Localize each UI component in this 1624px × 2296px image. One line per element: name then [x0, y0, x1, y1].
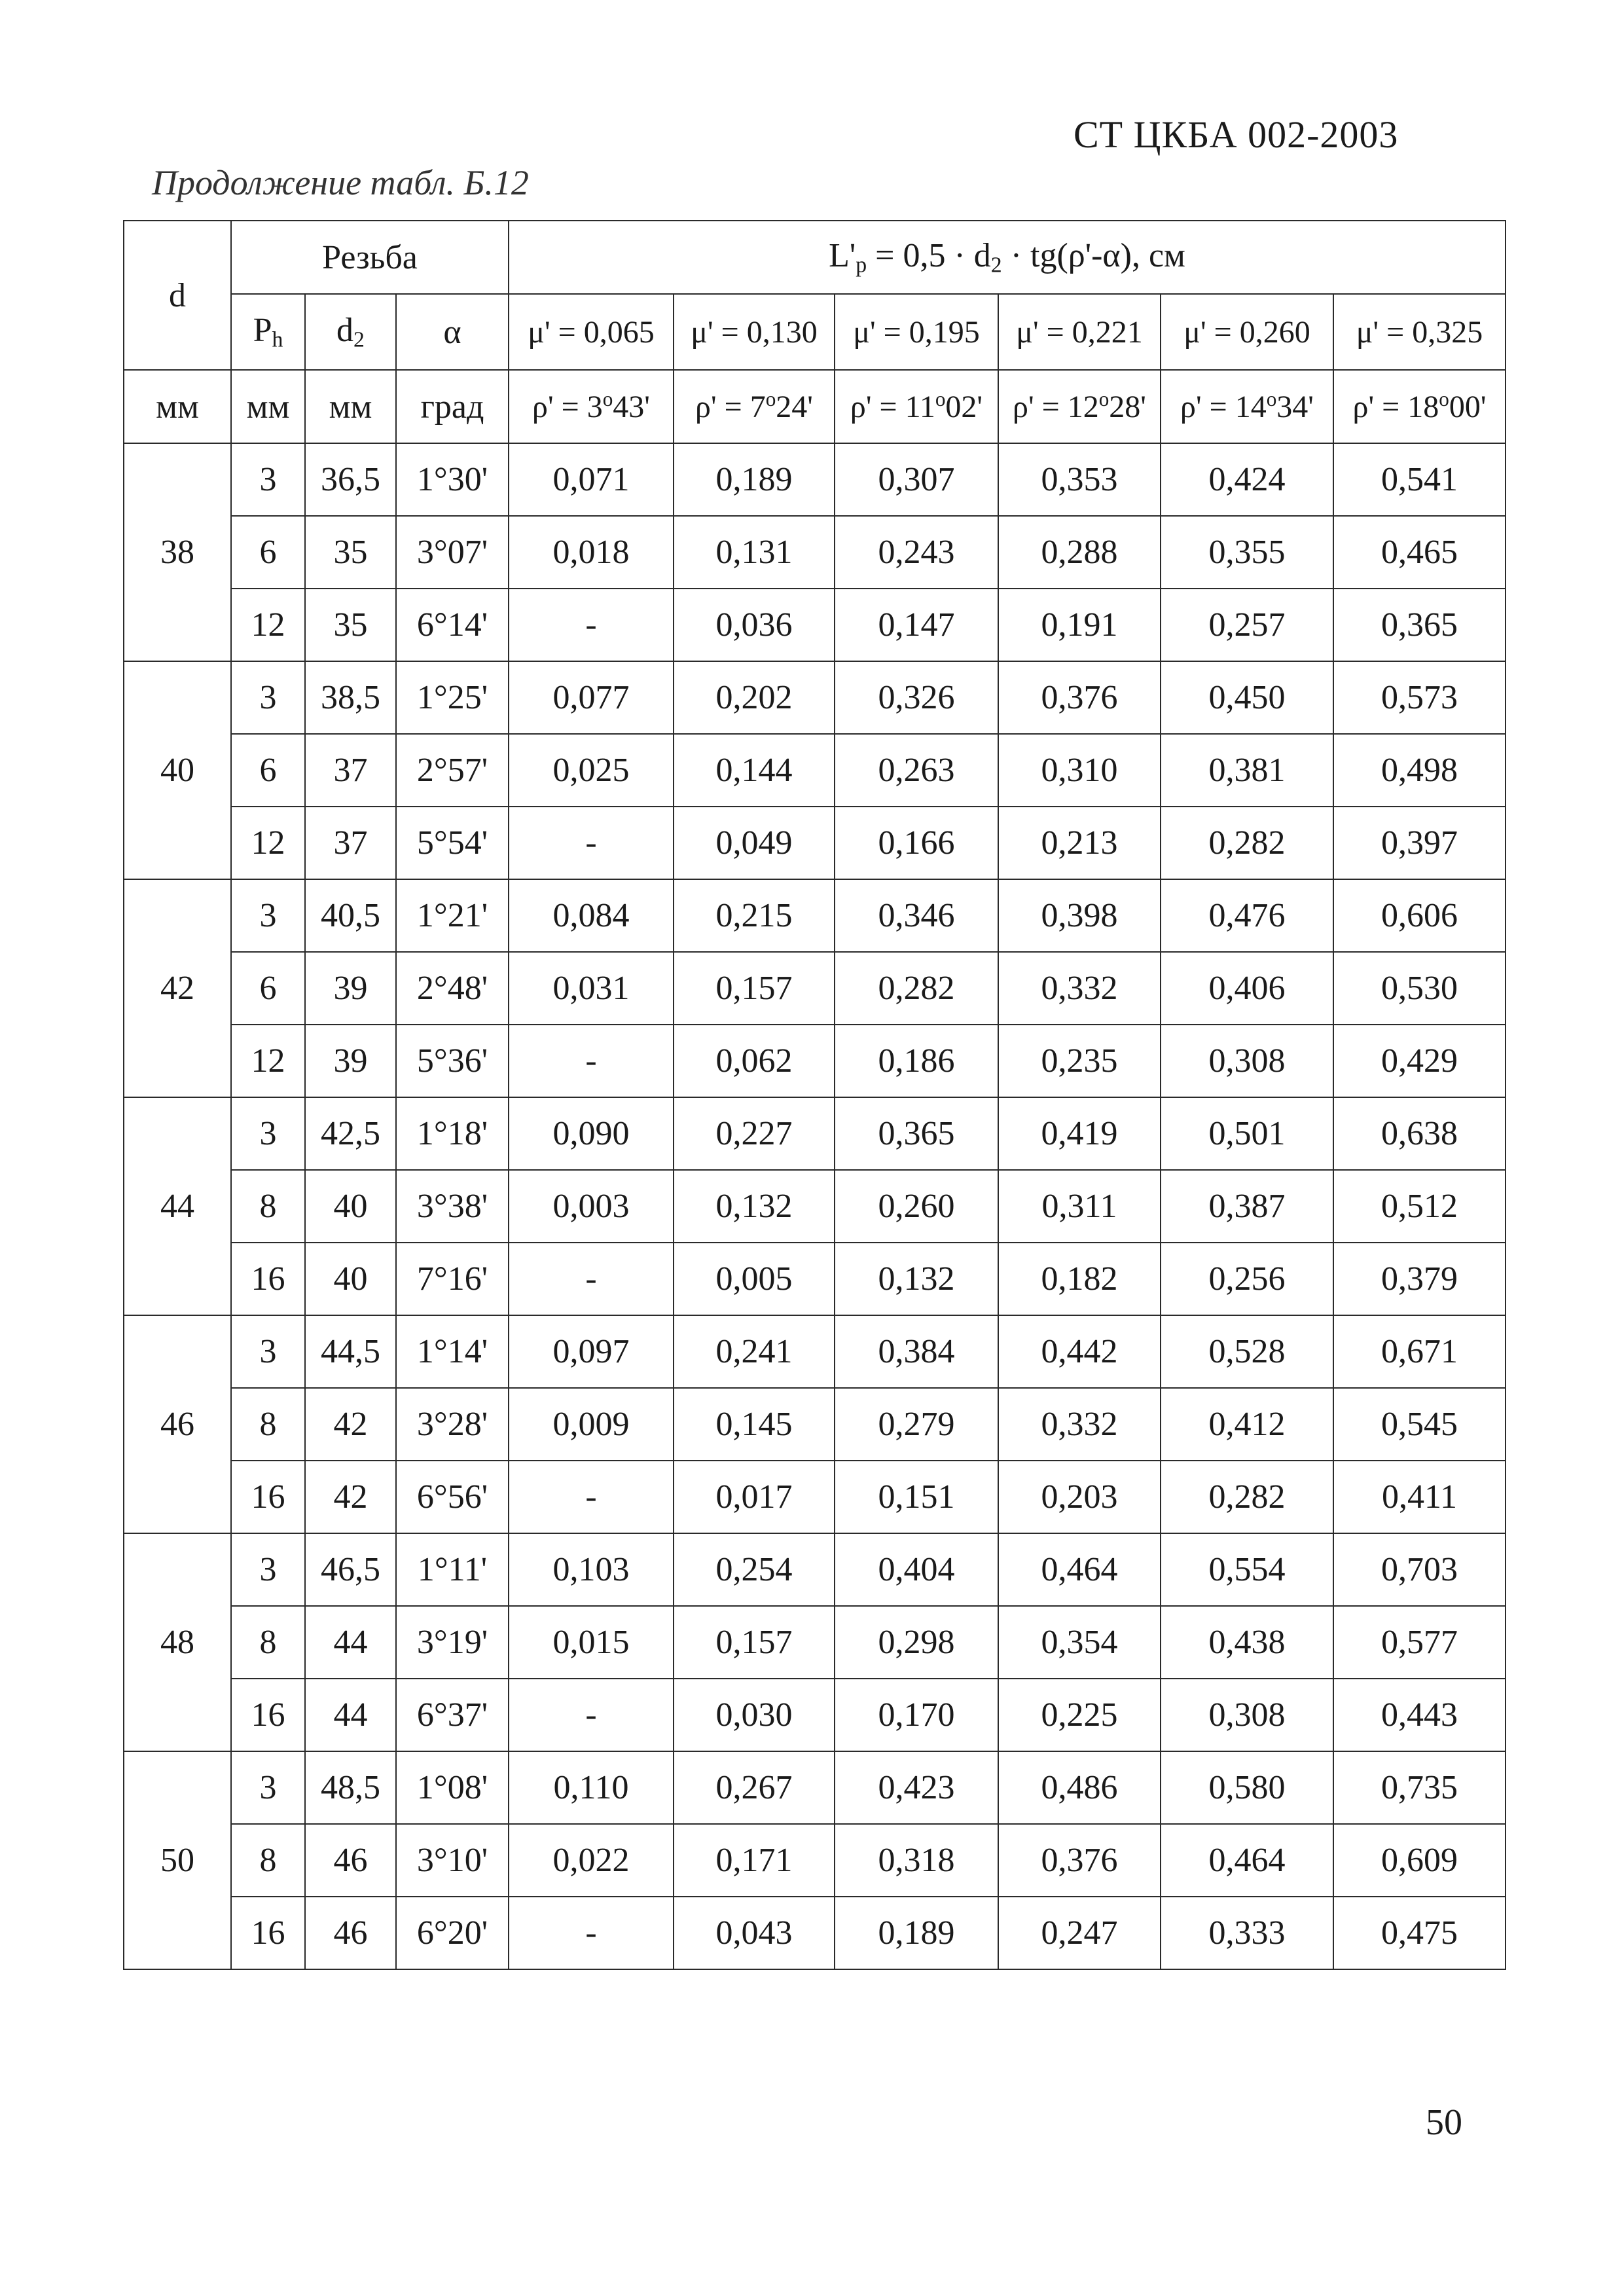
cell-d2: 37	[305, 807, 396, 879]
cell-value: 0,132	[674, 1170, 835, 1243]
cell-alpha: 2°57'	[396, 734, 509, 807]
cell-value: 0,009	[509, 1388, 674, 1461]
column-header-d: d	[124, 221, 231, 370]
cell-alpha: 6°20'	[396, 1897, 509, 1969]
cell-alpha: 1°21'	[396, 879, 509, 952]
cell-value: 0,528	[1161, 1315, 1333, 1388]
table-row	[124, 1461, 1506, 1533]
cell-value: 0,376	[998, 1824, 1161, 1897]
column-header-mu: μ' = 0,325	[1333, 294, 1506, 370]
unit-cell: град	[396, 370, 509, 443]
cell-ph: 3	[231, 443, 305, 516]
cell-alpha: 1°14'	[396, 1315, 509, 1388]
cell-d: 44	[124, 1097, 231, 1315]
cell-value: 0,256	[1161, 1243, 1333, 1315]
cell-alpha: 1°08'	[396, 1751, 509, 1824]
cell-ph: 3	[231, 661, 305, 734]
cell-value: 0,475	[1333, 1897, 1506, 1969]
cell-ph: 16	[231, 1461, 305, 1533]
cell-value: 0,353	[998, 443, 1161, 516]
cell-value: 0,406	[1161, 952, 1333, 1025]
cell-ph: 6	[231, 952, 305, 1025]
cell-value: 0,735	[1333, 1751, 1506, 1824]
cell-value: 0,545	[1333, 1388, 1506, 1461]
cell-value: 0,025	[509, 734, 674, 807]
cell-alpha: 3°07'	[396, 516, 509, 589]
cell-value: 0,423	[835, 1751, 998, 1824]
cell-value: 0,132	[835, 1243, 998, 1315]
cell-d2: 35	[305, 589, 396, 661]
cell-value: 0,131	[674, 516, 835, 589]
cell-value: 0,003	[509, 1170, 674, 1243]
cell-value: 0,512	[1333, 1170, 1506, 1243]
cell-ph: 16	[231, 1897, 305, 1969]
column-group-thread: Резьба	[231, 221, 509, 294]
cell-value: 0,355	[1161, 516, 1333, 589]
cell-value: 0,346	[835, 879, 998, 952]
cell-d: 40	[124, 661, 231, 879]
cell-value: 0,609	[1333, 1824, 1506, 1897]
cell-d2: 37	[305, 734, 396, 807]
cell-alpha: 1°18'	[396, 1097, 509, 1170]
cell-value: 0,443	[1333, 1679, 1506, 1751]
column-header-alpha: α	[396, 294, 509, 370]
cell-value: 0,638	[1333, 1097, 1506, 1170]
cell-value: 0,442	[998, 1315, 1161, 1388]
cell-d2: 42	[305, 1461, 396, 1533]
cell-value: 0,071	[509, 443, 674, 516]
cell-ph: 3	[231, 1097, 305, 1170]
cell-d2: 46	[305, 1897, 396, 1969]
cell-value: 0,263	[835, 734, 998, 807]
table-row	[124, 952, 1506, 1025]
cell-d: 42	[124, 879, 231, 1097]
cell-d2: 42	[305, 1388, 396, 1461]
cell-alpha: 5°54'	[396, 807, 509, 879]
cell-ph: 6	[231, 734, 305, 807]
table-row	[124, 1170, 1506, 1243]
cell-value: 0,671	[1333, 1315, 1506, 1388]
cell-value: 0,554	[1161, 1533, 1333, 1606]
cell-ph: 6	[231, 516, 305, 589]
cell-d2: 44	[305, 1606, 396, 1679]
cell-value: 0,333	[1161, 1897, 1333, 1969]
cell-value: -	[509, 1461, 674, 1533]
cell-alpha: 6°37'	[396, 1679, 509, 1751]
cell-value: 0,398	[998, 879, 1161, 952]
cell-value: 0,308	[1161, 1025, 1333, 1097]
cell-ph: 8	[231, 1606, 305, 1679]
cell-alpha: 1°25'	[396, 661, 509, 734]
column-header-mu: μ' = 0,195	[835, 294, 998, 370]
cell-value: 0,288	[998, 516, 1161, 589]
cell-alpha: 6°14'	[396, 589, 509, 661]
cell-alpha: 3°19'	[396, 1606, 509, 1679]
cell-value: 0,213	[998, 807, 1161, 879]
thread-data-table	[123, 220, 1506, 1970]
table-row	[124, 879, 1506, 952]
cell-value: 0,243	[835, 516, 998, 589]
cell-value: 0,279	[835, 1388, 998, 1461]
column-header-rho: $\rho' = 18^o00'$	[1333, 370, 1506, 443]
column-header-mu: μ' = 0,130	[674, 294, 835, 370]
cell-value: 0,203	[998, 1461, 1161, 1533]
cell-d: 46	[124, 1315, 231, 1533]
cell-value: 0,298	[835, 1606, 998, 1679]
cell-value: 0,379	[1333, 1243, 1506, 1315]
cell-value: 0,017	[674, 1461, 835, 1533]
cell-value: 0,235	[998, 1025, 1161, 1097]
table-row	[124, 1897, 1506, 1969]
cell-value: 0,186	[835, 1025, 998, 1097]
cell-ph: 12	[231, 589, 305, 661]
cell-value: -	[509, 1897, 674, 1969]
cell-d2: 48,5	[305, 1751, 396, 1824]
cell-value: 0,157	[674, 952, 835, 1025]
cell-d2: 38,5	[305, 661, 396, 734]
cell-value: 0,202	[674, 661, 835, 734]
column-group-formula: $L'_p = 0,5 \cdot d_2 \cdot tg(\rho'-\alpha)$, см	[509, 221, 1506, 294]
cell-alpha: 3°10'	[396, 1824, 509, 1897]
column-header-rho: $\rho' = 12^o28'$	[998, 370, 1161, 443]
table-row	[124, 1533, 1506, 1606]
unit-cell: мм	[231, 370, 305, 443]
cell-value: 0,166	[835, 807, 998, 879]
cell-value: 0,376	[998, 661, 1161, 734]
cell-ph: 12	[231, 807, 305, 879]
cell-value: 0,036	[674, 589, 835, 661]
cell-value: 0,005	[674, 1243, 835, 1315]
cell-d2: 39	[305, 1025, 396, 1097]
cell-d2: 40,5	[305, 879, 396, 952]
cell-value: 0,397	[1333, 807, 1506, 879]
cell-ph: 3	[231, 1315, 305, 1388]
table-row	[124, 661, 1506, 734]
cell-value: 0,404	[835, 1533, 998, 1606]
cell-value: 0,145	[674, 1388, 835, 1461]
cell-ph: 8	[231, 1388, 305, 1461]
cell-value: 0,077	[509, 661, 674, 734]
column-header-rho: $\rho' = 11^o02'$	[835, 370, 998, 443]
cell-value: 0,030	[674, 1679, 835, 1751]
cell-value: 0,498	[1333, 734, 1506, 807]
table-row	[124, 1315, 1506, 1388]
cell-value: 0,365	[1333, 589, 1506, 661]
column-header-mu: μ' = 0,221	[998, 294, 1161, 370]
cell-value: 0,384	[835, 1315, 998, 1388]
cell-alpha: 3°28'	[396, 1388, 509, 1461]
column-header-mu: μ' = 0,065	[509, 294, 674, 370]
table-row	[124, 589, 1506, 661]
cell-d: 50	[124, 1751, 231, 1969]
cell-value: 0,606	[1333, 879, 1506, 952]
cell-value: 0,084	[509, 879, 674, 952]
cell-value: 0,015	[509, 1606, 674, 1679]
cell-value: 0,541	[1333, 443, 1506, 516]
cell-value: 0,311	[998, 1170, 1161, 1243]
cell-value: 0,282	[1161, 807, 1333, 879]
cell-alpha: 2°48'	[396, 952, 509, 1025]
cell-value: -	[509, 1243, 674, 1315]
cell-d: 38	[124, 443, 231, 661]
cell-value: 0,354	[998, 1606, 1161, 1679]
unit-cell: мм	[305, 370, 396, 443]
cell-value: 0,573	[1333, 661, 1506, 734]
cell-value: 0,144	[674, 734, 835, 807]
cell-value: 0,090	[509, 1097, 674, 1170]
cell-value: 0,424	[1161, 443, 1333, 516]
table-row	[124, 734, 1506, 807]
table-row	[124, 807, 1506, 879]
cell-value: 0,225	[998, 1679, 1161, 1751]
table-row	[124, 443, 1506, 516]
cell-value: 0,381	[1161, 734, 1333, 807]
cell-value: 0,097	[509, 1315, 674, 1388]
cell-value: 0,267	[674, 1751, 835, 1824]
cell-value: 0,412	[1161, 1388, 1333, 1461]
cell-ph: 12	[231, 1025, 305, 1097]
cell-value: 0,182	[998, 1243, 1161, 1315]
cell-value: 0,464	[1161, 1824, 1333, 1897]
cell-value: 0,049	[674, 807, 835, 879]
cell-value: 0,577	[1333, 1606, 1506, 1679]
cell-value: 0,171	[674, 1824, 835, 1897]
cell-d2: 40	[305, 1170, 396, 1243]
cell-value: 0,450	[1161, 661, 1333, 734]
cell-value: 0,332	[998, 952, 1161, 1025]
cell-value: 0,365	[835, 1097, 998, 1170]
cell-d: 48	[124, 1533, 231, 1751]
cell-value: 0,241	[674, 1315, 835, 1388]
column-header-rho: $\rho' = 7^o24'$	[674, 370, 835, 443]
cell-ph: 3	[231, 1751, 305, 1824]
cell-ph: 16	[231, 1679, 305, 1751]
cell-value: 0,501	[1161, 1097, 1333, 1170]
table-row	[124, 1606, 1506, 1679]
cell-value: -	[509, 1679, 674, 1751]
cell-value: 0,103	[509, 1533, 674, 1606]
cell-value: 0,429	[1333, 1025, 1506, 1097]
cell-alpha: 1°11'	[396, 1533, 509, 1606]
cell-d2: 35	[305, 516, 396, 589]
cell-value: 0,580	[1161, 1751, 1333, 1824]
cell-value: 0,022	[509, 1824, 674, 1897]
cell-value: 0,419	[998, 1097, 1161, 1170]
cell-value: 0,157	[674, 1606, 835, 1679]
column-header-rho: $\rho' = 3^o43'$	[509, 370, 674, 443]
cell-value: 0,282	[1161, 1461, 1333, 1533]
cell-value: 0,189	[674, 443, 835, 516]
cell-ph: 8	[231, 1170, 305, 1243]
cell-value: 0,411	[1333, 1461, 1506, 1533]
cell-value: -	[509, 589, 674, 661]
cell-d2: 46	[305, 1824, 396, 1897]
cell-value: 0,189	[835, 1897, 998, 1969]
cell-value: 0,326	[835, 661, 998, 734]
table-row	[124, 1025, 1506, 1097]
cell-ph: 3	[231, 879, 305, 952]
document-code: СТ ЦКБА 002-2003	[1074, 113, 1399, 156]
cell-value: 0,464	[998, 1533, 1161, 1606]
cell-value: 0,530	[1333, 952, 1506, 1025]
cell-ph: 3	[231, 1533, 305, 1606]
cell-d2: 44,5	[305, 1315, 396, 1388]
cell-alpha: 1°30'	[396, 443, 509, 516]
cell-alpha: 3°38'	[396, 1170, 509, 1243]
column-header-mu: μ' = 0,260	[1161, 294, 1333, 370]
cell-value: 0,147	[835, 589, 998, 661]
cell-value: 0,062	[674, 1025, 835, 1097]
cell-ph: 8	[231, 1824, 305, 1897]
cell-value: 0,018	[509, 516, 674, 589]
cell-d2: 42,5	[305, 1097, 396, 1170]
cell-alpha: 5°36'	[396, 1025, 509, 1097]
column-header-ph: $P_h$	[231, 294, 305, 370]
table-row	[124, 1097, 1506, 1170]
cell-value: 0,282	[835, 952, 998, 1025]
cell-value: 0,215	[674, 879, 835, 952]
cell-value: 0,307	[835, 443, 998, 516]
cell-ph: 16	[231, 1243, 305, 1315]
cell-value: 0,257	[1161, 589, 1333, 661]
cell-value: 0,254	[674, 1533, 835, 1606]
cell-value: 0,438	[1161, 1606, 1333, 1679]
table-row	[124, 1751, 1506, 1824]
cell-value: 0,260	[835, 1170, 998, 1243]
cell-value: 0,318	[835, 1824, 998, 1897]
cell-value: 0,110	[509, 1751, 674, 1824]
cell-value: 0,465	[1333, 516, 1506, 589]
table-body	[124, 443, 1506, 1969]
column-header-d2: $d_2$	[305, 294, 396, 370]
cell-value: 0,191	[998, 589, 1161, 661]
cell-d2: 44	[305, 1679, 396, 1751]
cell-value: 0,703	[1333, 1533, 1506, 1606]
cell-d2: 46,5	[305, 1533, 396, 1606]
cell-value: 0,043	[674, 1897, 835, 1969]
table-row	[124, 1679, 1506, 1751]
cell-value: -	[509, 807, 674, 879]
column-header-rho: $\rho' = 14^o34'$	[1161, 370, 1333, 443]
cell-d2: 39	[305, 952, 396, 1025]
cell-value: 0,151	[835, 1461, 998, 1533]
cell-value: 0,387	[1161, 1170, 1333, 1243]
cell-value: -	[509, 1025, 674, 1097]
table-row	[124, 516, 1506, 589]
table-continuation-caption: Продолжение табл. Б.12	[152, 163, 529, 202]
cell-value: 0,227	[674, 1097, 835, 1170]
cell-value: 0,476	[1161, 879, 1333, 952]
cell-value: 0,332	[998, 1388, 1161, 1461]
unit-cell: мм	[124, 370, 231, 443]
cell-value: 0,310	[998, 734, 1161, 807]
cell-value: 0,308	[1161, 1679, 1333, 1751]
page-number: 50	[1426, 2102, 1462, 2143]
table-row	[124, 1388, 1506, 1461]
cell-d2: 36,5	[305, 443, 396, 516]
cell-value: 0,486	[998, 1751, 1161, 1824]
table-row	[124, 1824, 1506, 1897]
cell-value: 0,247	[998, 1897, 1161, 1969]
cell-alpha: 6°56'	[396, 1461, 509, 1533]
cell-alpha: 7°16'	[396, 1243, 509, 1315]
cell-value: 0,031	[509, 952, 674, 1025]
cell-d2: 40	[305, 1243, 396, 1315]
cell-value: 0,170	[835, 1679, 998, 1751]
table-row	[124, 1243, 1506, 1315]
